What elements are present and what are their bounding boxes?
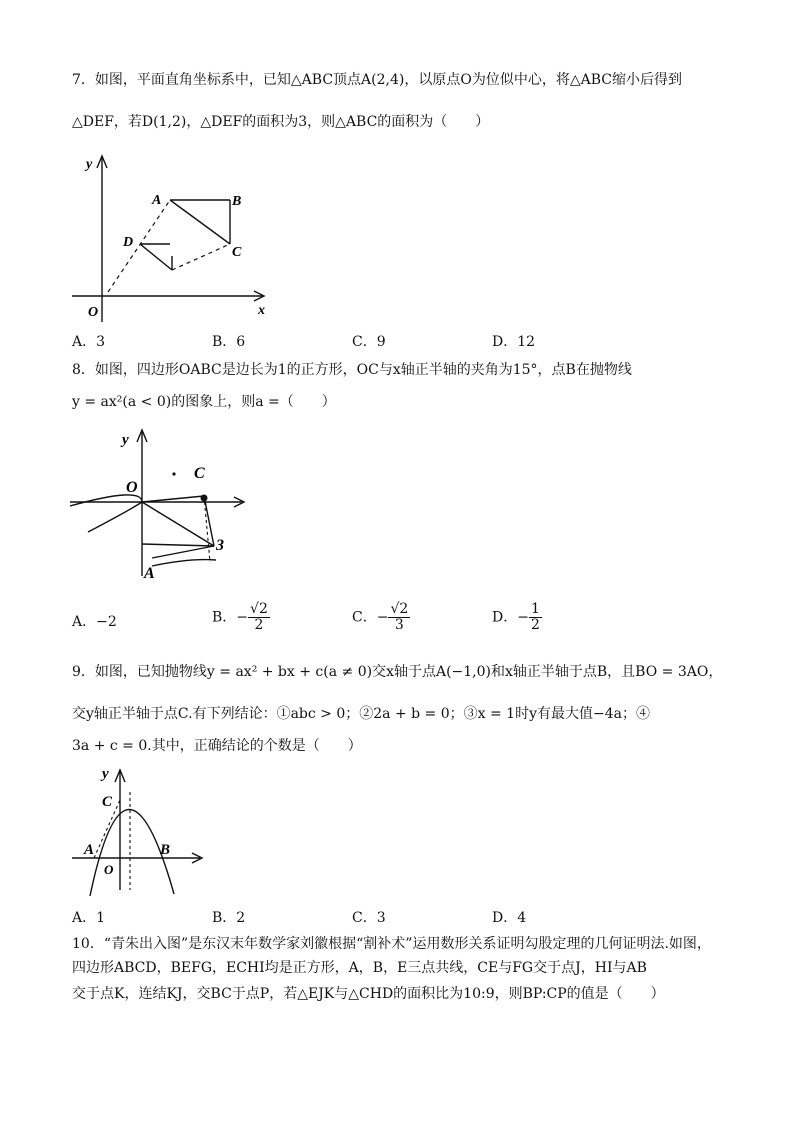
q7-option-a: A．3: [72, 334, 106, 350]
q10-stem-line3: 交于点K，连结KJ，交BC于点P，若△EJK与△CHD的面积比为10:9，则BP:CP的值是（ ）: [72, 986, 665, 1002]
q9-option-a: A．1: [72, 910, 106, 926]
q9-label-o: O: [104, 862, 114, 877]
q9-label-b: B: [160, 842, 171, 858]
q9-label-c: C: [102, 794, 113, 810]
q8-segment-ab: [142, 544, 214, 546]
q7-option-d: D．12: [492, 334, 536, 350]
q8-label-b: 3: [216, 537, 224, 554]
q9-label-a: A: [84, 842, 95, 858]
q8-option-c: C．− $\frac{√2}{3}$: [352, 601, 409, 633]
q8-label-a: A: [144, 565, 155, 582]
q9-stem-line3: 3a + c = 0.其中，正确结论的个数是（ ）: [72, 738, 362, 754]
q8-parabola-arc: [88, 502, 142, 532]
q8-segment-ab2: [152, 546, 214, 558]
q7-stem-line2: △DEF，若D(1,2)，△DEF的面积为3，则△ABC的面积为（ ）: [72, 114, 490, 130]
q7-dash-fc: [172, 244, 230, 270]
q8-option-a: A．−2: [72, 614, 117, 630]
q9-option-d: D．4: [492, 910, 527, 926]
q8-segment-cb: [204, 496, 214, 546]
q7-label-d: D: [123, 235, 134, 250]
q8-option-d: D．− $\frac{1}{2}$: [492, 601, 540, 633]
q8-segment-oc: [142, 496, 204, 502]
q10-stem-line2: 四边形ABCD，BEFG，ECHI均是正方形，A，B，E三点共线，CE与FG交于点J，HI与AB: [72, 960, 647, 976]
q10-stem-line1: 10．“青朱出入图”是东汉末年数学家刘徽根据“割补术”运用数形关系证明勾股定理的几何证明法.如图，: [72, 936, 711, 952]
q8-lower-arc: [152, 560, 216, 566]
q8-stem-line2: y = ax²(a < 0)的图象上，则a =（ ）: [72, 394, 336, 410]
q7-stem-line1: 7．如图，平面直角坐标系中，已知△ABC顶点A(2,4)，以原点O为位似中心，将△ABC缩小后得到: [72, 72, 682, 88]
q7-label-y: y: [86, 157, 93, 172]
q8-dot: [172, 472, 175, 475]
q9-figure: [72, 764, 206, 900]
q7-segment-ac: [170, 200, 230, 244]
q9-option-b: B．2: [212, 910, 246, 926]
q9-stem-line2: 交y轴正半轴于点C.有下列结论：①abc > 0；②2a + b = 0；③x = 1时y有最大值−4a；④: [72, 706, 650, 722]
q8-label-c: C: [194, 465, 205, 482]
q7-label-c: C: [232, 245, 242, 260]
q7-option-c: C．9: [352, 334, 386, 350]
q9-option-c: C．3: [352, 910, 386, 926]
q8-point-c: [201, 495, 208, 502]
q7-figure: [66, 148, 278, 322]
q8-figure: [70, 426, 250, 586]
q7-option-b: B．6: [212, 334, 246, 350]
q8-stem-line1: 8．如图，四边形OABC是边长为1的正方形，OC与x轴正半轴的夹角为15°，点B在抛物线: [72, 362, 632, 378]
q7-ray-oa: [108, 200, 170, 292]
q9-label-y: y: [102, 766, 109, 782]
q7-label-b: B: [232, 194, 242, 209]
q7-label-x: x: [258, 303, 265, 318]
q7-label-o: O: [88, 305, 99, 320]
q9-stem-line1: 9．如图，已知抛物线y = ax² + bx + c(a ≠ 0)交x轴于点A(−1,0)和x轴正半轴于点B，且BO = 3AO，: [72, 664, 723, 680]
q7-label-a: A: [152, 193, 162, 208]
q8-label-o: O: [126, 479, 138, 496]
q8-parabola-left: [70, 495, 142, 506]
q8-option-b: B．− $\frac{√2}{2}$: [212, 601, 268, 633]
q7-segment-df: [140, 244, 172, 270]
q8-label-y: y: [122, 432, 129, 448]
